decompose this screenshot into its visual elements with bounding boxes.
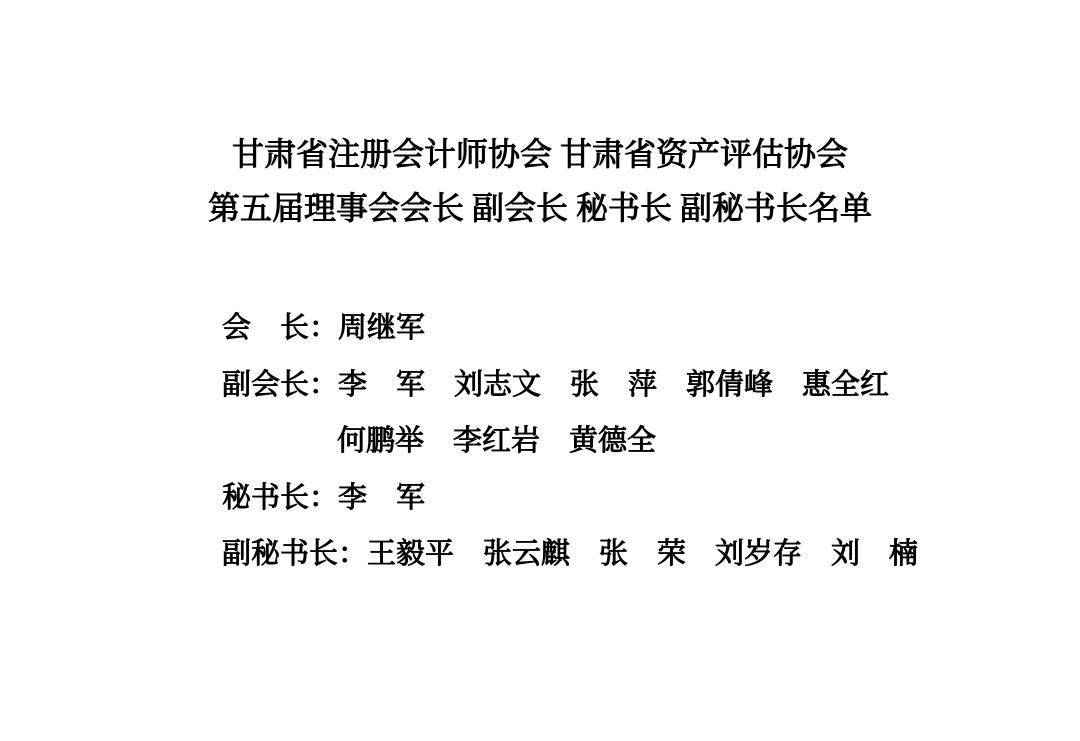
vice-chairmen-names-continued: 何鹏举 李红岩 黄德全 bbox=[337, 425, 657, 457]
deputy-secretary-generals-role-label: 副秘书长： bbox=[222, 538, 368, 570]
roster-line-deputy-secretary-generals bbox=[222, 539, 918, 571]
roster-line-vice-chairmen bbox=[222, 370, 889, 402]
deputy-secretary-generals-names: 王毅平 张云麒 张 荣 刘岁存 刘 楠 bbox=[367, 538, 919, 570]
document-title-line-1: 甘肃省注册会计师协会 甘肃省资产评估协会 bbox=[231, 136, 848, 172]
vice-chairmen-names: 李 军 刘志文 张 萍 郭倩峰 惠全红 bbox=[338, 369, 890, 401]
document-title-line-2: 第五届理事会会长 副会长 秘书长 副秘书长名单 bbox=[207, 190, 872, 226]
roster-line-vice-chairmen-continued bbox=[337, 426, 656, 458]
chairman-names: 周继军 bbox=[338, 312, 426, 344]
chairman-role-label: 会 长： bbox=[222, 312, 339, 344]
roster-line-secretary-general bbox=[222, 483, 425, 515]
roster-line-chairman bbox=[222, 313, 425, 345]
secretary-general-names: 李 军 bbox=[338, 482, 426, 514]
secretary-general-role-label: 秘书长： bbox=[222, 482, 339, 514]
vice-chairmen-role-label: 副会长： bbox=[222, 369, 339, 401]
